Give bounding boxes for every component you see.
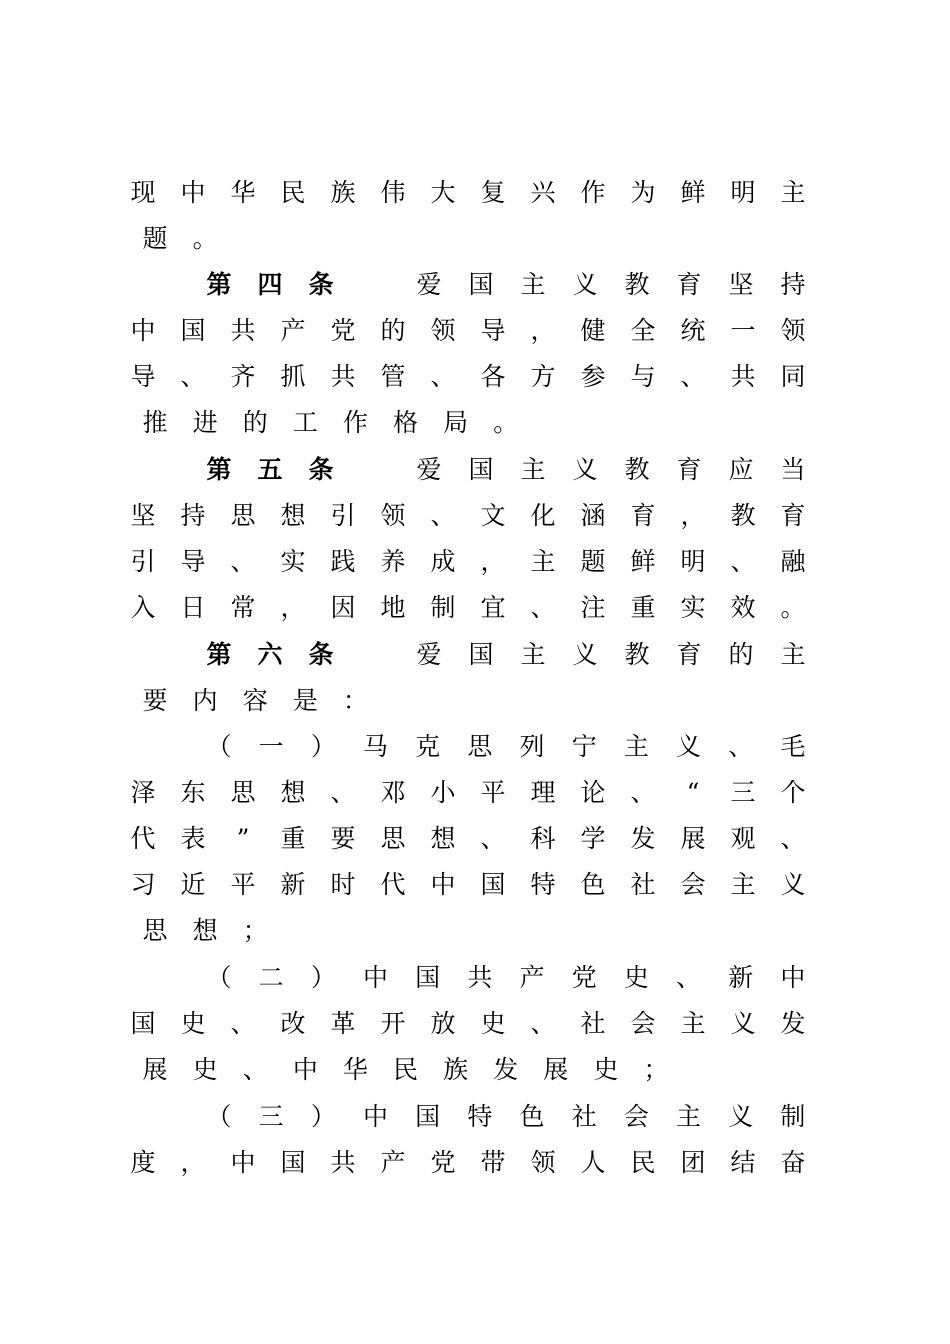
text-char: 理 [530,778,556,807]
text-char: 要 [330,824,356,853]
text-char: 思 [467,732,493,761]
text-char: 发 [493,1055,519,1084]
text-char: 实 [280,547,306,576]
text-char: 民 [630,1148,656,1177]
text-line [130,362,806,392]
text-char: ） [310,732,336,761]
text-char: 鲜 [680,178,706,207]
text-char: 化 [530,501,556,530]
text-char: ， [180,1148,206,1177]
text-char: 日 [180,593,206,622]
text-char: 带 [480,1148,506,1177]
text-char: 想 [280,501,306,530]
text-line [130,916,806,946]
text-char: 作 [580,178,606,207]
text-char: 育 [676,270,702,299]
text-char: 中 [780,963,806,992]
text-char: 会 [630,1009,656,1038]
text-char: 领 [780,316,806,345]
text-char: 实 [680,593,706,622]
text-char: 中 [363,963,389,992]
text-char: 展 [142,1055,168,1084]
text-line [130,178,806,208]
text-char: 思 [380,824,406,853]
text-char: 、 [530,593,556,622]
text-char: 全 [630,316,656,345]
text-char: 是 [292,686,318,715]
text-char: 新 [728,963,754,992]
text-char: 一 [730,316,756,345]
text-char: 时 [330,870,356,899]
text-char: 国 [480,870,506,899]
text-char: 常 [230,593,256,622]
text-char: 展 [543,1055,569,1084]
text-char: 华 [230,178,256,207]
text-char: 。 [493,408,519,437]
text-char: 五 [257,455,283,484]
text-char: 观 [730,824,756,853]
text-char: 爱 [416,270,442,299]
text-char: 党 [571,963,597,992]
text-line [416,640,806,670]
text-char: 教 [624,640,650,669]
text-char: 六 [257,640,283,669]
text-char: 与 [630,362,656,391]
text-char: 国 [280,1148,306,1177]
text-char: （ [206,1102,232,1131]
text-char: 导 [180,547,206,576]
text-char: 中 [230,1148,256,1177]
article-4-heading [130,270,806,300]
text-char: 育 [780,501,806,530]
article-5-heading [130,455,806,485]
text-char: 展 [680,824,706,853]
text-char: 放 [430,1009,456,1038]
text-char: 三 [258,1102,284,1131]
text-char: 史 [593,1055,619,1084]
text-char: 思 [230,501,256,530]
text-char: 改 [280,1009,306,1038]
text-line [130,593,806,623]
list-item-2 [130,963,806,993]
text-char: ” [236,824,250,853]
text-char: 第 [206,455,232,484]
text-char: 引 [130,547,156,576]
text-char: 涵 [580,501,606,530]
text-char: 宜 [480,593,506,622]
text-char: 、 [680,362,706,391]
text-char: 民 [280,178,306,207]
text-char: 当 [780,455,806,484]
text-char: 应 [728,455,754,484]
text-line [416,455,806,485]
text-char: 党 [430,1148,456,1177]
text-char: 主 [623,732,649,761]
text-char: 史 [192,1055,218,1084]
text-char: 导 [130,362,156,391]
text-char: 地 [380,593,406,622]
text-char: “ [686,778,700,807]
text-char: 抓 [280,362,306,391]
text-char: 育 [676,640,702,669]
text-char: 义 [780,870,806,899]
text-char: 产 [280,316,306,345]
text-char: 践 [330,547,356,576]
text-char: 史 [480,1009,506,1038]
text-char: 引 [330,501,356,530]
text-char: 主 [780,178,806,207]
text-char: 。 [192,224,218,253]
text-char: 二 [258,963,284,992]
text-char: 论 [580,778,606,807]
text-char: 主 [730,870,756,899]
text-line [130,870,806,900]
text-char: 团 [680,1148,706,1177]
text-char: 的 [728,640,754,669]
text-char: 国 [180,316,206,345]
text-line [130,547,806,577]
text-char: 社 [580,1009,606,1038]
text-char: 内 [192,686,218,715]
text-char: 主 [520,640,546,669]
text-char: 统 [680,316,706,345]
text-line [130,686,806,716]
text-char: 克 [415,732,441,761]
text-char: 主 [520,455,546,484]
text-char: 爱 [416,455,442,484]
text-char: 国 [468,455,494,484]
article-6-heading [130,640,806,670]
text-char: 。 [780,593,806,622]
text-char: 、 [230,1009,256,1038]
text-char: 导 [480,316,506,345]
text-char: 要 [142,686,168,715]
text-char: 坚 [130,501,156,530]
text-char: 族 [443,1055,469,1084]
text-char: 义 [572,455,598,484]
text-line [130,778,806,808]
text-char: 复 [480,178,506,207]
text-char: ： [342,686,368,715]
text-char: 参 [580,362,606,391]
text-char: 题 [142,224,168,253]
text-char: 容 [242,686,268,715]
text-char: 国 [468,270,494,299]
text-char: 表 [180,824,206,853]
text-char: 入 [130,593,156,622]
text-char: 、 [630,778,656,807]
text-char: 发 [630,824,656,853]
text-char: 小 [430,778,456,807]
text-char: 重 [280,824,306,853]
text-char: 同 [780,362,806,391]
text-char: 进 [192,408,218,437]
text-char: ； [643,1055,669,1084]
text-char: 国 [415,1102,441,1131]
text-char: 领 [430,316,456,345]
text-char: 列 [519,732,545,761]
text-char: 会 [680,870,706,899]
text-char: 国 [130,1009,156,1038]
text-char: ； [242,916,268,945]
article-number [206,455,334,485]
text-char: 三 [730,778,756,807]
text-char: 华 [342,1055,368,1084]
text-char: 的 [380,316,406,345]
text-char: 色 [580,870,606,899]
text-char: 教 [624,455,650,484]
text-char: 党 [330,316,356,345]
text-char: 主 [680,1009,706,1038]
text-char: 、 [330,778,356,807]
text-char: 成 [430,547,456,576]
text-char: 民 [393,1055,419,1084]
text-char: 文 [480,501,506,530]
text-line [130,1055,806,1085]
text-char: 、 [480,824,506,853]
text-char: 、 [242,1055,268,1084]
text-char: 因 [330,593,356,622]
text-char: ， [480,547,506,576]
text-char: 共 [230,316,256,345]
text-char: 管 [380,362,406,391]
text-char: 、 [230,547,256,576]
list-item-1 [130,732,806,762]
text-line [206,732,806,762]
text-char: 马 [363,732,389,761]
text-char: 史 [623,963,649,992]
text-char: 工 [292,408,318,437]
article-number [206,270,334,300]
text-char: 、 [676,963,702,992]
text-char: 四 [257,270,283,299]
text-char: 国 [468,640,494,669]
text-char: 中 [430,870,456,899]
text-char: 开 [380,1009,406,1038]
text-char: 会 [623,1102,649,1131]
text-char: 育 [630,501,656,530]
text-char: 、 [730,547,756,576]
text-char: 特 [530,870,556,899]
text-char: 领 [380,501,406,530]
text-line [130,224,806,254]
text-char: 代 [130,824,156,853]
text-char: 毛 [780,732,806,761]
list-item-3 [130,1102,806,1132]
text-char: 结 [730,1148,756,1177]
text-char: 平 [230,870,256,899]
text-char: 学 [580,824,606,853]
text-char: 社 [571,1102,597,1131]
text-char: 想 [192,916,218,945]
text-char: 制 [430,593,456,622]
text-char: 领 [530,1148,556,1177]
text-char: （ [206,963,232,992]
text-char: 局 [443,408,469,437]
text-char: 平 [480,778,506,807]
text-char: 主 [780,640,806,669]
text-char: 制 [780,1102,806,1131]
text-char: 持 [180,501,206,530]
text-char: 齐 [230,362,256,391]
text-char: 中 [292,1055,318,1084]
text-char: 特 [467,1102,493,1131]
text-char: 、 [430,362,456,391]
text-char: 思 [230,778,256,807]
text-line [130,1148,806,1178]
text-char: 发 [780,1009,806,1038]
text-char: 史 [180,1009,206,1038]
text-char: 明 [680,547,706,576]
text-char: 坚 [728,270,754,299]
text-char: 色 [519,1102,545,1131]
text-char: 健 [580,316,606,345]
text-char: 推 [142,408,168,437]
text-char: 教 [730,501,756,530]
article-number [206,640,334,670]
text-char: 题 [580,547,606,576]
text-char: 中 [180,178,206,207]
text-line [206,963,806,993]
text-char: ） [310,1102,336,1131]
text-char: 条 [308,640,334,669]
text-char: ， [680,501,706,530]
text-char: 伟 [380,178,406,207]
text-char: 育 [676,455,702,484]
text-char: 、 [530,1009,556,1038]
text-char: 作 [342,408,368,437]
text-char: 义 [572,270,598,299]
text-char: 社 [630,870,656,899]
text-line [130,316,806,346]
text-char: 格 [393,408,419,437]
text-char: 、 [728,732,754,761]
text-char: 奋 [780,1148,806,1177]
text-char: 中 [130,316,156,345]
text-char: 条 [308,270,334,299]
text-char: 鲜 [630,547,656,576]
text-char: 第 [206,640,232,669]
text-char: 人 [580,1148,606,1177]
text-char: 邓 [380,778,406,807]
text-char: 共 [330,1148,356,1177]
text-char: 习 [130,870,156,899]
text-char: 义 [730,1009,756,1038]
text-char: 科 [530,824,556,853]
text-char: 想 [280,778,306,807]
text-char: 、 [430,501,456,530]
text-line [130,501,806,531]
text-char: 义 [572,640,598,669]
text-char: 养 [380,547,406,576]
text-line [130,1009,806,1039]
text-char: 共 [467,963,493,992]
text-char: 产 [380,1148,406,1177]
text-char: 中 [363,1102,389,1131]
text-char: 效 [730,593,756,622]
text-char: 、 [780,824,806,853]
text-char: 重 [630,593,656,622]
text-char: 共 [330,362,356,391]
text-char: 国 [415,963,441,992]
text-char: 主 [520,270,546,299]
text-char: ） [310,963,336,992]
text-line [416,270,806,300]
text-char: 义 [728,1102,754,1131]
text-char: 族 [330,178,356,207]
text-char: 明 [730,178,756,207]
text-char: 、 [180,362,206,391]
text-char: 共 [730,362,756,391]
text-char: 大 [430,178,456,207]
text-char: 宁 [571,732,597,761]
text-char: 泽 [130,778,156,807]
text-char: 代 [380,870,406,899]
text-char: 想 [430,824,456,853]
text-char: 各 [480,362,506,391]
text-char: 的 [242,408,268,437]
text-char: 义 [676,732,702,761]
text-line [130,824,806,854]
text-char: 主 [676,1102,702,1131]
text-char: 第 [206,270,232,299]
text-char: 度 [130,1148,156,1177]
text-char: （ [206,732,232,761]
text-char: 革 [330,1009,356,1038]
text-char: 思 [142,916,168,945]
text-char: 兴 [530,178,556,207]
text-char: ， [280,593,306,622]
text-char: 一 [258,732,284,761]
text-char: 爱 [416,640,442,669]
text-char: 注 [580,593,606,622]
text-char: 条 [308,455,334,484]
text-char: 新 [280,870,306,899]
text-char: 融 [780,547,806,576]
text-char: 方 [530,362,556,391]
text-line [130,408,806,438]
text-line [206,1102,806,1132]
text-char: 为 [630,178,656,207]
text-char: 教 [624,270,650,299]
text-char: 现 [130,178,156,207]
text-char: 主 [530,547,556,576]
text-char: 产 [519,963,545,992]
text-char: 东 [180,778,206,807]
text-char: 近 [180,870,206,899]
text-char: 持 [780,270,806,299]
text-char: 个 [780,778,806,807]
text-char: ， [530,316,556,345]
